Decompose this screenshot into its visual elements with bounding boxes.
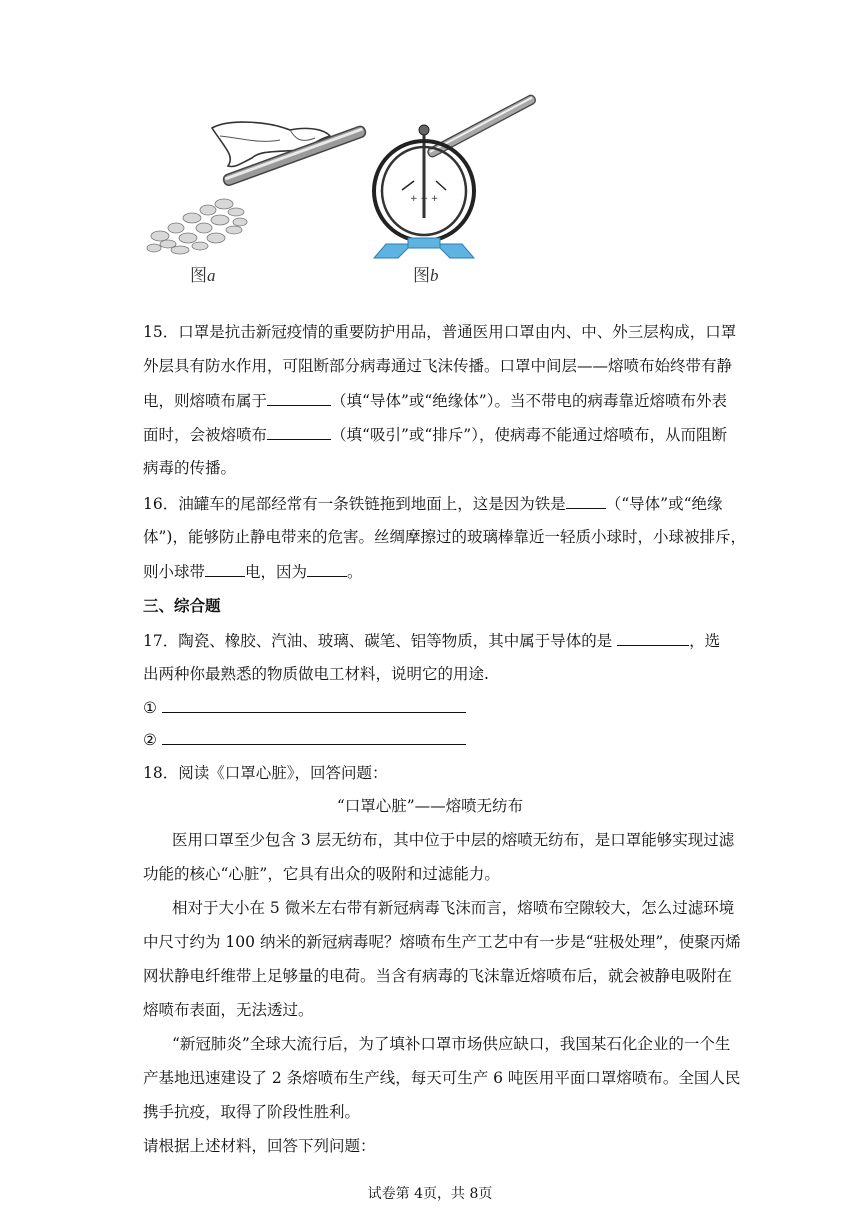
q17-blank1[interactable] <box>617 630 689 646</box>
q16-line2: 体”)，能够防止静电带来的危害。丝绸摩擦过的玻璃棒靠近一轻质小球时，小球被排斥， <box>143 528 746 546</box>
section-heading: 三、综合题 <box>143 596 221 615</box>
q18-p2-line3: 网状静电纤维带上足够量的电荷。当含有病毒的飞沫靠近熔喷布后，就会被静电吸附在 <box>143 967 733 985</box>
q16-line3: 则小球带 电，因为 。 <box>143 563 363 581</box>
q18-p3-line3: 携手抗疫，取得了阶段性胜利。 <box>143 1103 361 1121</box>
figure-a-drawing <box>147 122 367 254</box>
q17-answer1-blank[interactable] <box>162 697 466 713</box>
q15-line1: 15．口罩是抗击新冠疫情的重要防护用品，普通医用口罩由内、中、外三层构成，口罩 <box>143 323 737 341</box>
q17-line2: 出两种你最熟悉的物质做电工材料，说明它的用途. <box>143 665 489 683</box>
q16-blank2[interactable] <box>205 561 245 577</box>
q18-p3-line2: 产基地迅速建设了 2 条熔喷布生产线，每天可生产 6 吨医用平面口罩熔喷布。全国人民 <box>143 1069 741 1087</box>
q18-p2-line1: 相对于大小在 5 微米左右带有新冠病毒飞沫而言，熔喷布空隙较大，怎么过滤环境 <box>172 899 735 917</box>
page-footer: 试卷第 4页，共 8页 <box>367 1186 493 1202</box>
q15-line4: 面时，会被熔喷布 （填“吸引”或“排斥”），使病毒不能通过熔喷布，从而阻断 <box>143 426 727 444</box>
figure-b-caption: 图b <box>413 266 439 285</box>
figure-b-drawing <box>374 94 537 258</box>
figure-a-caption: 图a <box>190 266 216 285</box>
q18-p2-line4: 熔喷布表面，无法透过。 <box>143 1001 314 1019</box>
q15-blank2[interactable] <box>267 424 331 440</box>
q15-line3: 电，则熔喷布属于 （填“导体”或“绝缘体”）。当不带电的病毒靠近熔喷布外表 <box>143 392 727 410</box>
q16-blank1[interactable] <box>566 493 606 509</box>
q16-line1: 16．油罐车的尾部经常有一条铁链拖到地面上，这是因为铁是 （“导体”或“绝缘 <box>143 495 723 513</box>
q18-line1: 18．阅读《口罩心脏》，回答问题： <box>143 764 388 782</box>
q18-ask: 请根据上述材料，回答下列问题： <box>143 1137 376 1155</box>
q15-blank1[interactable] <box>267 390 331 406</box>
q17-answer1: ① <box>143 697 466 718</box>
q18-p1-line1: 医用口罩至少包含 3 层无纺布，其中位于中层的熔喷无纺布，是口罩能够实现过滤 <box>172 831 735 849</box>
figure-illustrations <box>140 78 540 288</box>
q17-line1: 17．陶瓷、橡胶、汽油、玻璃、碳笔、铝等物质，其中属于导体的是 ，选 <box>143 632 721 650</box>
q17-answer2: ② <box>143 729 466 750</box>
q18-article-title: “口罩心脏”——熔喷无纺布 <box>336 797 524 815</box>
q15-line2: 外层具有防水作用，可阻断部分病毒通过飞沫传播。口罩中间层——熔喷布始终带有静 <box>143 357 733 375</box>
q15-line5: 病毒的传播。 <box>143 459 237 477</box>
q17-answer2-blank[interactable] <box>162 729 466 745</box>
q18-p3-line1: “新冠肺炎”全球大流行后，为了填补口罩市场供应缺口，我国某石化企业的一个生 <box>172 1035 731 1053</box>
q18-p1-line2: 功能的核心“心脏”，它具有出众的吸附和过滤能力。 <box>143 865 500 883</box>
q18-p2-line2: 中尺寸约为 100 纳米的新冠病毒呢？熔喷布生产工艺中有一步是“驻极处理”，使聚丙烯 <box>143 933 741 951</box>
q16-blank3[interactable] <box>307 561 347 577</box>
svg-text:+ + +: + + + <box>410 194 439 204</box>
figure-area <box>140 78 540 288</box>
